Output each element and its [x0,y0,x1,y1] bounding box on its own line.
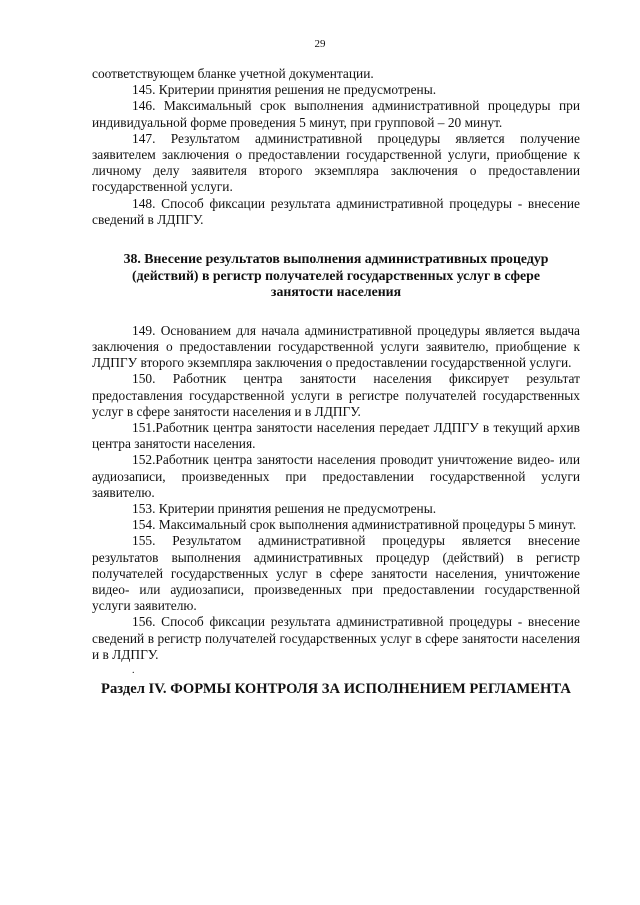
section-heading-38: 38. Внесение результатов выполнения административных процедур (действий) в регистр получателей государственных услуг в сфере занятости населения [123,251,549,300]
paragraph-154: 154. Максимальный срок выполнения административной процедуры 5 минут. [132,517,577,533]
page-number: 29 [314,38,326,50]
paragraph-156: 156. Способ фиксации результата административной процедуры - внесение сведений в регистр получателей государственных услуг в сфере занятости населения и в ЛДПГУ. [92,614,580,662]
paragraph-149: 149. Основанием для начала административной процедуры является выдача заключения о предоставлении государственной услуги заявителю, приобщение к ЛДПГУ второго экземпляра заключения о предоставлении государственной услуги. [92,322,580,371]
paragraph-155: 155. Результатом административной процедуры является внесение результатов выполнения административных процедур (действий) в регистр получателей государственных услуг в сфере занятости населения, уничтожение видео- или аудиозаписи, произведенных при предоставлении государственной услуги заявителю. [92,533,580,614]
paragraph-148: 148. Способ фиксации результата административной процедуры - внесение сведений в ЛДПГУ. [92,195,580,227]
page-content [92,66,580,698]
paragraph-continuation: соответствующем бланке учетной документации. [92,66,374,81]
paragraph-152: 152.Работник центра занятости населения проводит уничтожение видео- или аудиозаписи, произведенных при предоставлении государственной услуги заявителю. [92,452,580,500]
stray-mark: . [132,665,135,677]
paragraph-150: 150. Работник центра занятости населения фиксирует результат предоставления государственной услуги в регистре получателей государственных услуг в сфере занятости населения и в ЛДПГУ. [92,371,580,419]
paragraph-145: 145. Критерии принятия решения не предусмотрены. [132,82,437,98]
paragraph-153: 153. Критерии принятия решения не предусмотрены. [132,501,437,517]
paragraph-147: 147. Результатом административной процедуры является получение заявителем заключения о предоставлении государственной услуги, приобщение к личному делу заявителя второго экземпляра заключения о предоставлении государственной услуги. [92,130,580,195]
paragraph-146: 146. Максимальный срок выполнения административной процедуры при индивидуальной форме проведения 5 минут, при групповой – 20 минут. [92,98,580,130]
paragraph-151: 151.Работник центра занятости населения передает ЛДПГУ в текущий архив центра занятости населения. [92,420,580,452]
section-heading-iv: Раздел IV. ФОРМЫ КОНТРОЛЯ ЗА ИСПОЛНЕНИЕМ РЕГЛАМЕНТА [101,681,571,698]
